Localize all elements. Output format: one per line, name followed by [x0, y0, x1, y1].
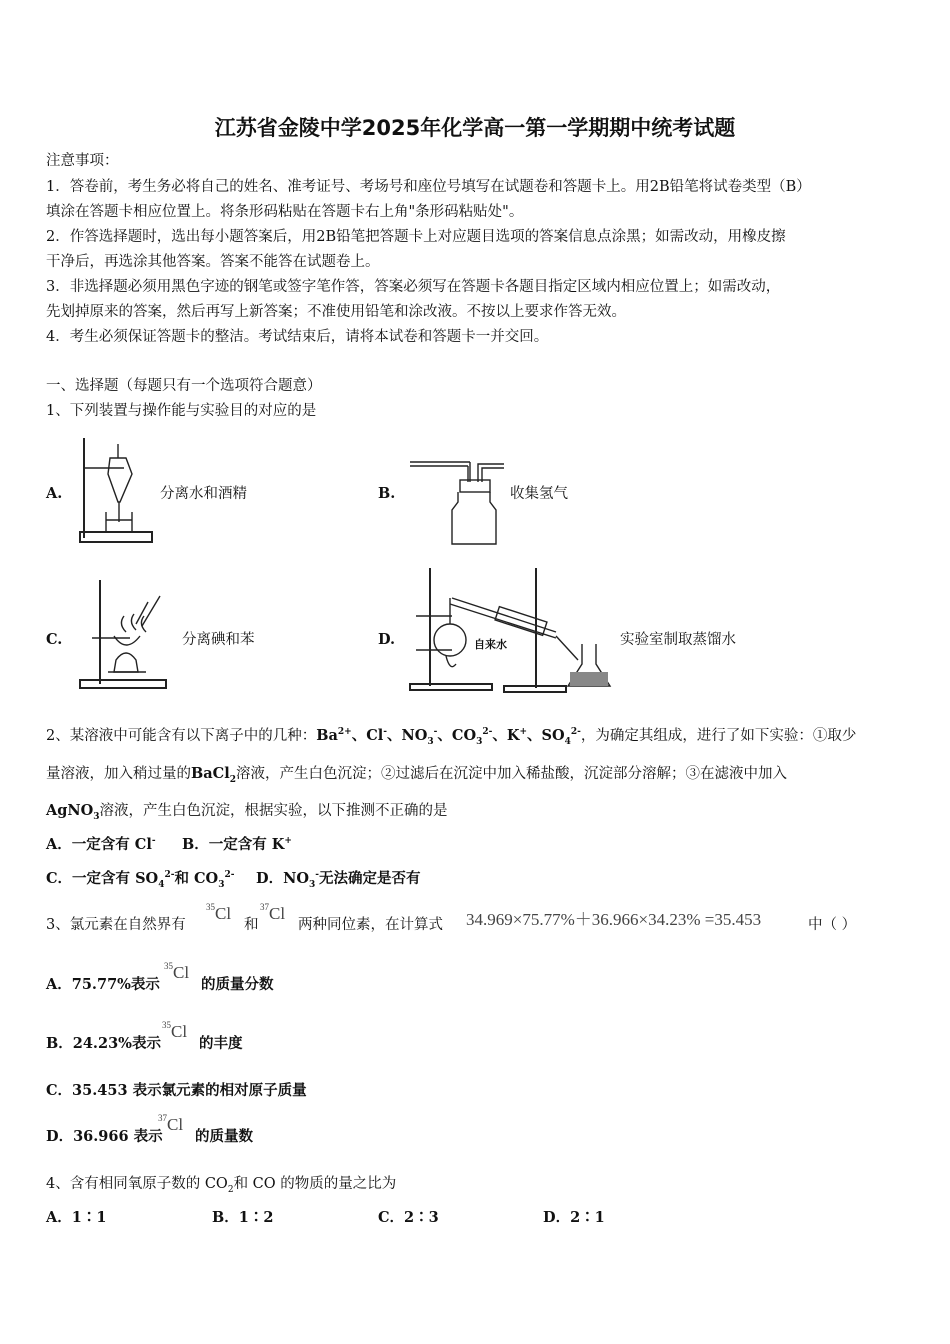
question-3-and: 和: [244, 917, 259, 933]
option-c-text: 分离碘和苯: [182, 632, 255, 648]
question-3-stem-c: 中（ ）: [808, 917, 857, 933]
question-3-formula: 34.969×75.77%＋36.966×34.23% =35.453: [466, 910, 762, 929]
question-2-option-d: D．$NO_3^-$无法确定是否有: [256, 870, 421, 890]
question-4-stem: 4、含有相同氧原子数的 $CO_2$和 CO 的物质的量之比为: [46, 1176, 397, 1195]
sublimation-apparatus: [76, 576, 172, 692]
question-2-line-2: 量溶液，加入稍过量的BaCl$_2$溶液，产生白色沉淀；②过滤后在沉淀中加入稀盐酸，沉淀部分溶解；③在滤液中加入: [46, 765, 787, 785]
option-d-letter: D.: [378, 631, 396, 648]
notice-line: 填涂在答题卡相应位置上。将条形码粘贴在答题卡右上角"条形码粘贴处"。: [46, 204, 524, 220]
question-2-option-c: C．一定含有 $SO_4^{2-}$和 $CO_3^{2-}$: [46, 870, 235, 890]
question-3-option-a-label: A．75.77%表示: [46, 976, 160, 993]
option-a-text: 分离水和酒精: [160, 486, 247, 502]
notice-line: 干净后，再选涂其他答案。答案不能答在试题卷上。: [46, 254, 380, 270]
question-3-option-d-label: D．36.966 表示: [46, 1128, 163, 1145]
notice-heading: 注意事项：: [46, 153, 119, 169]
question-2-line-3: AgNO$_3$溶液，产生白色沉淀，根据实验，以下推测不正确的是: [46, 802, 448, 822]
option-b-letter: B.: [378, 485, 396, 502]
isotope-cl-35: $^{35}$Cl: [164, 961, 190, 982]
tap-water-label: 自来水: [474, 638, 507, 651]
notice-line: 2．作答选择题时，选出每小题答案后，用2B铅笔把答题卡上对应题目选项的答案信息点涂黑；如需改动，用橡皮擦: [46, 229, 786, 245]
question-4-option-c: C．2∶3: [378, 1209, 439, 1226]
notice-line: 3．非选择题必须用黑色字迹的钢笔或签字笔作答，答案必须写在答题卡各题目指定区域内相应位置上；如需改动，: [46, 279, 781, 295]
separatory-funnel-apparatus: [74, 434, 158, 548]
gas-collection-bottle: [408, 452, 508, 548]
notice-line: 4．考生必须保证答题卡的整洁。考试结束后，请将本试卷和答题卡一并交回。: [46, 329, 549, 345]
question-2-option-b: B．一定含有 K+: [182, 836, 292, 853]
question-2-option-a: A．一定含有 Cl-: [46, 836, 156, 853]
question-3-option-c: C．35.453 表示氯元素的相对原子质量: [46, 1082, 307, 1099]
question-3-option-d-text: 的质量数: [195, 1128, 253, 1145]
question-3-stem-b: 两种同位素，在计算式: [298, 917, 443, 933]
question-4-option-a: A．1∶1: [46, 1209, 107, 1226]
option-a-letter: A.: [46, 485, 63, 502]
distillation-apparatus: [406, 564, 618, 694]
option-b-text: 收集氢气: [510, 486, 568, 502]
question-1-stem: 1、下列装置与操作能与实验目的对应的是: [46, 403, 317, 419]
question-3-option-a-text: 的质量分数: [201, 976, 274, 993]
isotope-cl-35: $^{35}$Cl: [206, 902, 232, 923]
question-4-option-b: B．1∶2: [212, 1209, 274, 1226]
question-3-stem-a: 3、氯元素在自然界有: [46, 917, 186, 933]
notice-line: 1．答卷前，考生务必将自己的姓名、准考证号、考场号和座位号填写在试题卷和答题卡上。用2B铅笔将试卷类型（B）: [46, 179, 811, 195]
isotope-cl-37: $^{37}$Cl: [158, 1113, 184, 1134]
option-c-letter: C.: [46, 631, 63, 648]
option-d-text: 实验室制取蒸馏水: [620, 632, 736, 648]
isotope-cl-37: $^{37}$Cl: [260, 902, 286, 923]
section-heading: 一、选择题（每题只有一个选项符合题意）: [46, 378, 322, 394]
question-2-line-1: 2、某溶液中可能含有以下离子中的几种：$Ba^{2+}$、Cl-、$NO_3^-$、$CO_3^{2-}$、K+、$SO_4^{2-}$，为确定其组成，进行了如下实验：①取少: [46, 727, 857, 747]
question-4-option-d: D．2∶1: [543, 1209, 605, 1226]
isotope-cl-35: $^{35}$Cl: [162, 1020, 188, 1041]
question-3-option-b-text: 的丰度: [199, 1035, 243, 1052]
question-3-option-b-label: B．24.23%表示: [46, 1035, 161, 1052]
notice-line: 先划掉原来的答案，然后再写上新答案；不准使用铅笔和涂改液。不按以上要求作答无效。: [46, 304, 626, 320]
page-title: 江苏省金陵中学2025年化学高一第一学期期中统考试题: [214, 116, 736, 140]
